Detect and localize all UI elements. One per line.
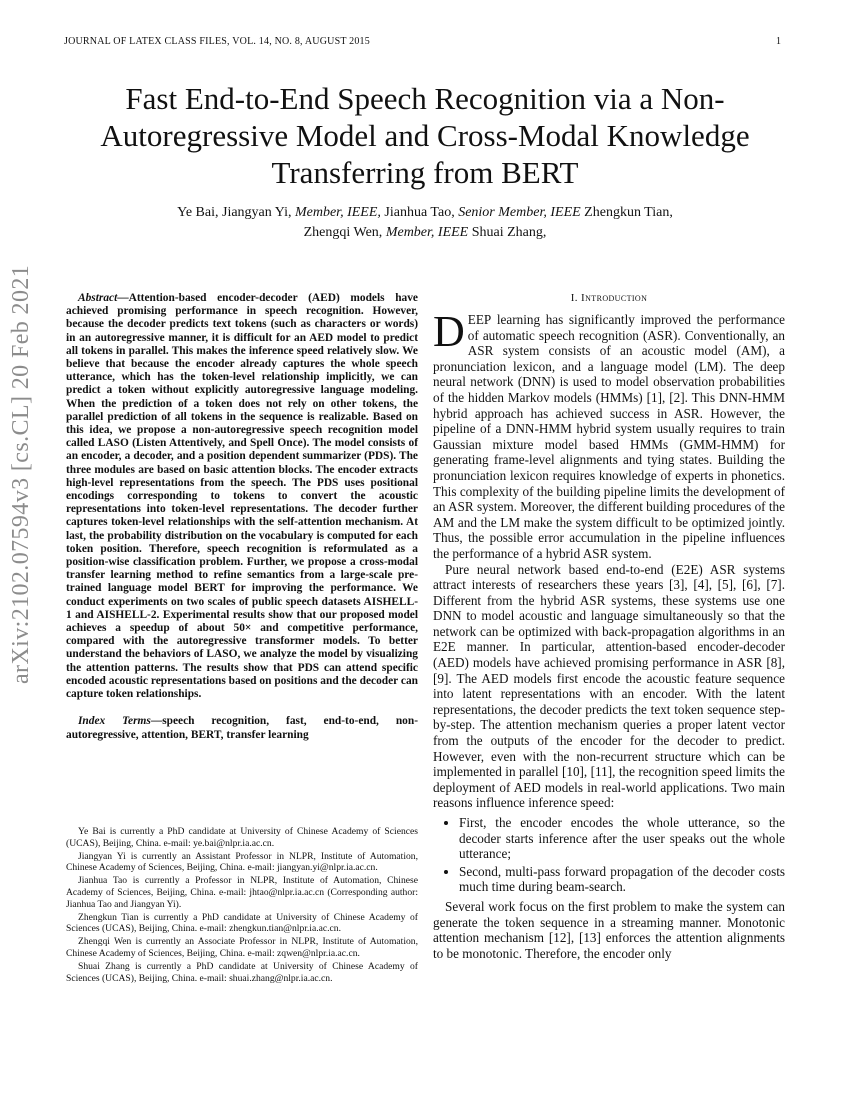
intro-paragraph-3: Several work focus on the first problem to make the system can generate the token sequence in a streaming manner. Monotonic attention mechanism [12], [13] enforces the attention alignments to be monotonic. Therefore, the encoder only [433,898,785,961]
lead-word: EEP [467,312,492,327]
author-1-role: Member, IEEE, [294,205,381,220]
right-column [433,292,785,961]
author-1: Ye Bai, Jiangyan Yi, [177,205,292,220]
abstract-text: —Attention-based encoder-decoder (AED) models have achieved promising performance in speech recognition. However, because the decoder predicts text tokens (such as characters or words) in an autoregressive manner, it is difficult for an AED model to predict all tokens in parallel. This makes the inference speed relatively slow. We believe that because the encoder already captures the whole speech utterance, which has the token-level relationship implicitly, we can predict a token without explicitly autoregressive language modeling. When the prediction of a token does not rely on other tokens, the parallel prediction of all tokens in the sequence is realizable. Based on this idea, we propose a non-autoregressive speech recognition model called LASO (Listen Attentively, and Spell Once). The model consists of an encoder, a decoder, and a position dependent summarizer (PDS). The three modules are based on basic attention blocks. The encoder extracts high-level representations from the speech. The PDS uses positional encodings corresponding to tokens to convert the acoustic representations into token-level representations. The decoder further captures token-level relationships with the self-attention mechanism. At last, the probability distribution on the vocabulary is computed for each token position. Therefore, speech recognition is reformulated as a position-wise classification problem. Further, we propose a cross-modal transfer learning method to refine semantics from a large-scale pre-trained language model BERT for improving the performance. We conduct experiments on two scales of public speech datasets AISHELL-1 and AISHELL-2. Experimental results show that our proposed model achieves a speedup of about 50× and competitive performance, compared with the autoregressive transformer models. To better understand the behaviors of LASO, we analyze the model by visualizing the attention patterns. The results show that PDS can attend specific encoded acoustic representations based on positions and the decoder can capture token relationships. [66,292,418,701]
footnote: Jiangyan Yi is currently an Assistant Professor in NLPR, Institute of Automation, Chinese Academy of Sciences, Beijing, China. e-mail: jiangyan.yi@nlpr.ia.ac.cn. [66,850,418,874]
footnote: Zhengkun Tian is currently a PhD candidate at University of Chinese Academy of Sciences (UCAS), Beijing, China. e-mail: zhengkun.tian@nlpr.ia.ac.cn. [66,911,418,935]
journal-header: JOURNAL OF LATEX CLASS FILES, VOL. 14, NO. 8, AUGUST 2015 [64,36,370,47]
author-4-role: Member, IEEE [385,225,469,240]
intro-paragraph-1-text: learning has significantly improved the performance of automatic speech recognition (ASR). Conventionally, an ASR system consists of an acoustic model (AM), a pronunciation lexicon, and a language model (LM). The deep neural network (DNN) is used to model observation probabilities of the hidden Markov models (HMMs) [1], [2]. This DNN-HMM hybrid approach has achieved success in ASR. However, the pipeline of a DNN-HMM hybrid system usually requires to train Gaussian mixture model based HMMs (GMM-HMM) for generating frame-level alignments and tying states. Building the pronunciation lexicon requires knowledge of experts in phonetics. This complexity of the building pipeline limits the development of an ASR system. Moreover, the different building procedures of the AM and the LM make the system difficult to be optimized jointly. Thus, the possible error accumulation in the pipeline influences the performance of a hybrid ASR system. [433,312,785,561]
drop-cap: D [433,307,465,356]
section-heading-introduction: I. Introduction [570,292,648,304]
list-item: • Second, multi-pass forward propagation of the decoder costs much time during beam-search. [459,864,785,895]
index-terms-label: Index Terms [78,715,151,728]
abstract-label: Abstract [78,292,118,304]
footnote: Zhengqi Wen is currently an Associate Professor in NLPR, Institute of Automation, Chinese Academy of Sciences, Beijing, China. e-mail: zqwen@nlpr.ia.ac.cn. [66,936,418,959]
author-4: Zhengqi Wen, [303,225,383,240]
author-5: Shuai Zhang, [471,225,547,240]
author-3: Zhengkun Tian, [584,205,673,220]
footnote: Shuai Zhang is currently a PhD candidate at University of Chinese Academy of Sciences (UCAS), Beijing, China. e-mail: shuai.zhang@nlpr.ia.ac.cn. [66,960,418,984]
abstract [66,292,418,701]
page-number: 1 [776,36,781,47]
left-column [66,292,418,742]
author-2: Jianhua Tao, [384,205,455,220]
author-2-role: Senior Member, IEEE [458,205,581,220]
index-terms-text: —speech recognition, fast, end-to-end, non-autoregressive, attention, BERT, transfer learning [66,715,418,741]
intro-paragraph-1 [433,307,785,562]
footnote: Jianhua Tao is currently a Professor in NLPR, Institute of Automation, Chinese Academy of Sciences, Beijing, China. e-mail: jhtao@nlpr.ia.ac.cn (Corresponding author: Jianhua Tao and Jiangyan Yi). [66,875,418,910]
intro-paragraph-2: Pure neural network based end-to-end (E2E) ASR systems attract interests of researchers these years [3], [4], [5], [6], [7]. Different from the hybrid ASR systems, these systems use one DNN to model acoustic and language simultaneously so that the network can be optimized with back-propagation algorithms in an E2E manner. In particular, attention-based encoder-decoder (AED) models have achieved promising performance in ASR [8], [9]. The AED models first encode the acoustic feature sequence into latent representations with an encoder. With the latent representations, the decoder predicts the text token sequence step-by-step. The attention mechanism queries a proper latent vector from the outputs of the encoder for the decoder to predict. However, even with the non-recurrent structure which can be implemented in parallel [10], [11], the recognition speed limits the deployment of AED models in real-world applications. Two main reasons influence inference speed: [433,561,785,811]
index-terms [66,715,418,741]
author-footnotes [66,826,418,985]
footnote: Ye Bai is currently a PhD candidate at University of Chinese Academy of Sciences (UCAS), Beijing, China. e-mail: ye.bai@nlpr.ia.ac.cn. [66,826,418,849]
author-list [60,203,790,243]
paper-title: Fast End-to-End Speech Recognition via a Non-Autoregressive Model and Cross-Modal Knowledge Transferring from BERT [100,81,750,190]
arxiv-identifier: arXiv:2102.07594v3 [cs.CL] 20 Feb 2021 [8,264,34,684]
bullet-list [433,815,785,895]
list-item: • First, the encoder encodes the whole utterance, so the decoder starts inference after the user speaks out the whole utterance; [459,815,785,862]
